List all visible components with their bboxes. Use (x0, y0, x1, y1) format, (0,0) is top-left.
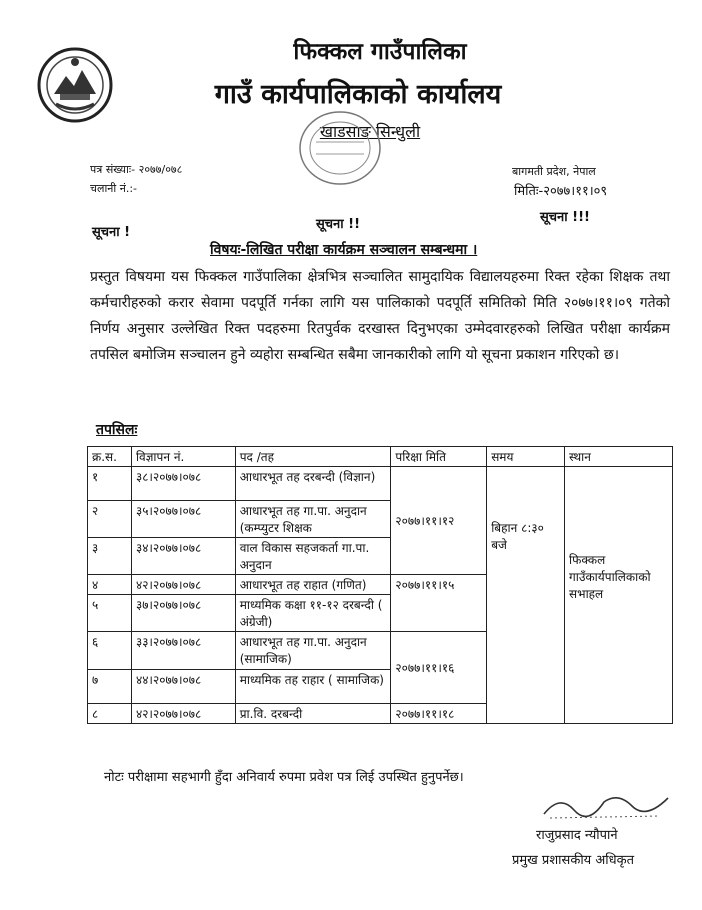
row-advertisement-no: ३४।२०७७।०७८ (131, 538, 235, 575)
header-sn: क्र.स. (88, 447, 132, 467)
exam-date-cell: २०७७।११।१५ (391, 575, 487, 632)
row-sn: ५ (88, 595, 132, 632)
municipality-name: फिक्कल गाउँपालिका (293, 39, 467, 65)
office-stamp-icon (296, 108, 384, 188)
exam-schedule-table (87, 446, 673, 724)
row-advertisement-no: ३७।२०७७।०७८ (131, 595, 235, 632)
header-time: समय (487, 447, 565, 467)
row-post: माध्यमिक तह राहार ( सामाजिक) (235, 670, 391, 704)
office-location: खाडसाङ सिन्धुली (319, 122, 421, 141)
office-title: गाउँ कार्यपालिकाको कार्यालय (214, 79, 502, 110)
header-exam-date: परिक्षा मिति (391, 447, 487, 467)
exam-note: नोटः परीक्षामा सहभागी हुँदा अनिवार्य रुपमा प्रवेश पत्र लिई उपस्थित हुनुपर्नेछ। (104, 770, 464, 785)
nepal-emblem-icon (36, 46, 114, 124)
schedule-title: तपसिलः (96, 422, 138, 438)
row-post: माध्यमिक कक्षा ११-१२ दरबन्दी ( अंग्रेजी) (235, 595, 391, 632)
row-advertisement-no: ४२।२०७७।०७८ (131, 704, 235, 724)
row-post: आधारभूत तह राहात (गणित) (235, 575, 391, 595)
exam-date-cell: २०७७।११।१८ (391, 704, 487, 724)
header-venue: स्थान (565, 447, 673, 467)
row-sn: ६ (88, 632, 132, 670)
letter-number: पत्र संख्याः- २०७७/०७८ (90, 163, 183, 176)
notice-body: प्रस्तुत विषयमा यस फिक्कल गाउँपालिका क्षेत्रभित्र सञ्चालित सामुदायिक विद्यालयहरुमा रिक्त रहेका शिक्षक तथा कर्मचारीहरुको करार सेवामा पदपूर्ति गर्नका लागि यस पालिकाको पदपूर्ति समितिको मिति २०७७।११।०९ गतेको निर्णय अनुसार उल्लेखित रिक्त पदहरुमा रितपुर्वक दरखास्त दिनुभएका उम्मेदवारहरुको लिखित परीक्षा कार्यक्रम तपसिल बमोजिम सञ्चालन हुने व्यहोरा सम्बन्धित सबैमा जानकारीको लागि यो सूचना प्रकाशन गरिएको छ। (90, 269, 670, 363)
province-address: बागमती प्रदेश, नेपाल (512, 165, 596, 178)
row-sn: ७ (88, 670, 132, 704)
signatory-title: प्रमुख प्रशासकीय अधिकृत (512, 853, 635, 868)
exam-date-cell: २०७७।११।१२ (391, 467, 487, 575)
header-advertisement-no: विज्ञापन नं. (131, 447, 235, 467)
exam-time-cell: बिहान ८:३० बजे (487, 467, 565, 724)
row-post: प्रा.वि. दरबन्दी (235, 704, 391, 724)
exam-venue-cell: फिक्कल गाउँकार्यपालिकाको सभाहल (565, 467, 673, 724)
row-advertisement-no: ३५।२०७७।०७८ (131, 501, 235, 538)
row-advertisement-no: ३३।२०७७।०७८ (131, 632, 235, 670)
signature-icon (540, 788, 680, 822)
row-advertisement-no: ४२।२०७७।०७८ (131, 575, 235, 595)
dispatch-number: चलानी नं.:- (90, 182, 138, 195)
row-post: आधारभूत तह गा.पा. अनुदान (सामाजिक) (235, 632, 391, 670)
notice-heading-3: सूचना !!! (540, 210, 590, 225)
table-row (88, 467, 673, 501)
row-advertisement-no: ३८।२०७७।०७८ (131, 467, 235, 501)
row-post: आधारभूत तह गा.पा. अनुदान (कम्प्युटर शिक्षक (235, 501, 391, 538)
notice-heading-1: सूचना ! (92, 225, 131, 240)
row-sn: ४ (88, 575, 132, 595)
row-sn: ३ (88, 538, 132, 575)
row-sn: २ (88, 501, 132, 538)
notice-subject: विषयः-लिखित परीक्षा कार्यक्रम सञ्चालन सम्बन्धमा । (210, 242, 478, 258)
header-post-level: पद /तह (235, 447, 391, 467)
signatory-name: राजुप्रसाद न्यौपाने (536, 828, 618, 843)
notice-date: मितिः-२०७७।११।०९ (514, 184, 608, 199)
row-post: वाल विकास सहजकर्ता गा.पा. अनुदान (235, 538, 391, 575)
row-post: आधारभूत तह दरबन्दी (विज्ञान) (235, 467, 391, 501)
table-header-row (88, 447, 673, 467)
row-sn: १ (88, 467, 132, 501)
row-sn: ८ (88, 704, 132, 724)
exam-date-cell: २०७७।११।१६ (391, 632, 487, 704)
notice-heading-2: सूचना !! (316, 217, 361, 232)
row-advertisement-no: ४४।२०७७।०७८ (131, 670, 235, 704)
